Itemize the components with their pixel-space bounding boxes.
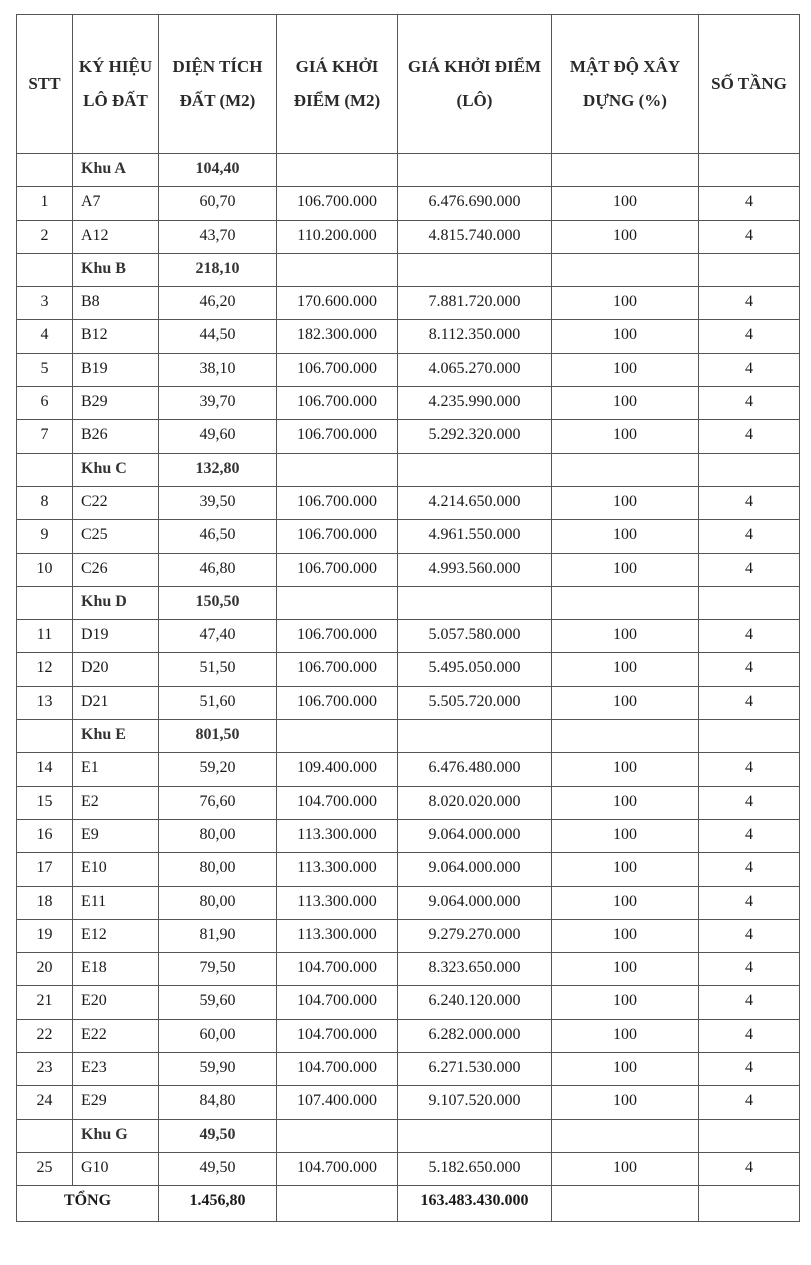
cell-code: G10: [73, 1152, 159, 1185]
header-gia-m2: GIÁ KHỞI ĐIỂM (M2): [277, 15, 398, 154]
cell-area: 80,00: [159, 886, 277, 919]
cell-floors: 4: [699, 553, 800, 586]
cell-price-m2: 110.200.000: [277, 220, 398, 253]
cell-area: 46,50: [159, 520, 277, 553]
cell-area: 76,60: [159, 786, 277, 819]
group-empty: [699, 453, 800, 486]
cell-area: 80,00: [159, 853, 277, 886]
cell-floors: 4: [699, 420, 800, 453]
header-so-tang: SỐ TẦNG: [699, 15, 800, 154]
group-name: Khu D: [73, 586, 159, 619]
cell-price-m2: 106.700.000: [277, 420, 398, 453]
group-stt-empty: [17, 453, 73, 486]
cell-price-m2: 106.700.000: [277, 486, 398, 519]
header-ky-hieu: KÝ HIỆU LÔ ĐẤT: [73, 15, 159, 154]
cell-area: 59,60: [159, 986, 277, 1019]
group-empty: [398, 453, 552, 486]
cell-floors: 4: [699, 287, 800, 320]
cell-price-lot: 4.235.990.000: [398, 387, 552, 420]
cell-code: A7: [73, 187, 159, 220]
cell-stt: 1: [17, 187, 73, 220]
cell-stt: 7: [17, 420, 73, 453]
cell-density: 100: [552, 686, 699, 719]
cell-price-lot: 5.182.650.000: [398, 1152, 552, 1185]
cell-price-m2: 106.700.000: [277, 520, 398, 553]
cell-stt: 25: [17, 1152, 73, 1185]
cell-stt: 15: [17, 786, 73, 819]
cell-area: 46,20: [159, 287, 277, 320]
cell-stt: 11: [17, 620, 73, 653]
cell-area: 43,70: [159, 220, 277, 253]
cell-floors: 4: [699, 387, 800, 420]
total-area: 1.456,80: [159, 1186, 277, 1222]
cell-stt: 5: [17, 353, 73, 386]
cell-density: 100: [552, 853, 699, 886]
cell-price-m2: 106.700.000: [277, 620, 398, 653]
cell-price-m2: 109.400.000: [277, 753, 398, 786]
cell-area: 59,20: [159, 753, 277, 786]
cell-price-lot: 5.292.320.000: [398, 420, 552, 453]
cell-floors: 4: [699, 1152, 800, 1185]
cell-density: 100: [552, 220, 699, 253]
cell-price-lot: 6.240.120.000: [398, 986, 552, 1019]
cell-code: C22: [73, 486, 159, 519]
cell-code: E29: [73, 1086, 159, 1119]
cell-code: C26: [73, 553, 159, 586]
cell-floors: 4: [699, 520, 800, 553]
cell-price-m2: 104.700.000: [277, 1053, 398, 1086]
cell-price-m2: 106.700.000: [277, 553, 398, 586]
cell-stt: 10: [17, 553, 73, 586]
cell-floors: 4: [699, 686, 800, 719]
cell-floors: 4: [699, 886, 800, 919]
cell-density: 100: [552, 1152, 699, 1185]
cell-price-lot: 6.271.530.000: [398, 1053, 552, 1086]
cell-price-lot: 4.214.650.000: [398, 486, 552, 519]
cell-stt: 14: [17, 753, 73, 786]
cell-area: 59,90: [159, 1053, 277, 1086]
cell-density: 100: [552, 653, 699, 686]
table-row: [17, 1152, 800, 1185]
cell-floors: 4: [699, 819, 800, 852]
group-name: Khu C: [73, 453, 159, 486]
cell-code: E18: [73, 953, 159, 986]
group-empty: [277, 1119, 398, 1152]
table-body: [17, 154, 800, 1186]
cell-code: B12: [73, 320, 159, 353]
cell-area: 79,50: [159, 953, 277, 986]
total-price-lot: 163.483.430.000: [398, 1186, 552, 1222]
cell-stt: 21: [17, 986, 73, 1019]
group-empty: [552, 586, 699, 619]
table-row: [17, 753, 800, 786]
group-empty: [552, 720, 699, 753]
cell-price-m2: 107.400.000: [277, 1086, 398, 1119]
table-row: [17, 220, 800, 253]
table-row: [17, 553, 800, 586]
table-row: [17, 620, 800, 653]
cell-code: B19: [73, 353, 159, 386]
cell-price-m2: 170.600.000: [277, 287, 398, 320]
group-row: [17, 720, 800, 753]
group-area: 104,40: [159, 154, 277, 187]
table-row: [17, 387, 800, 420]
cell-price-lot: 8.323.650.000: [398, 953, 552, 986]
cell-floors: 4: [699, 919, 800, 952]
cell-price-m2: 106.700.000: [277, 353, 398, 386]
cell-stt: 24: [17, 1086, 73, 1119]
cell-area: 49,60: [159, 420, 277, 453]
group-name: Khu G: [73, 1119, 159, 1152]
table-row: [17, 786, 800, 819]
cell-density: 100: [552, 886, 699, 919]
cell-code: E1: [73, 753, 159, 786]
land-lot-table: [16, 14, 800, 1222]
cell-density: 100: [552, 620, 699, 653]
group-area: 218,10: [159, 253, 277, 286]
group-empty: [277, 453, 398, 486]
cell-code: D20: [73, 653, 159, 686]
cell-code: E22: [73, 1019, 159, 1052]
table-row: [17, 953, 800, 986]
cell-price-m2: 104.700.000: [277, 786, 398, 819]
cell-price-lot: 9.107.520.000: [398, 1086, 552, 1119]
header-gia-lo: GIÁ KHỞI ĐIỂM (LÔ): [398, 15, 552, 154]
cell-stt: 19: [17, 919, 73, 952]
cell-price-m2: 106.700.000: [277, 187, 398, 220]
cell-price-m2: 106.700.000: [277, 686, 398, 719]
cell-floors: 4: [699, 1019, 800, 1052]
cell-price-m2: 104.700.000: [277, 1019, 398, 1052]
cell-floors: 4: [699, 1086, 800, 1119]
table-row: [17, 1086, 800, 1119]
cell-price-m2: 113.300.000: [277, 819, 398, 852]
table-row: [17, 686, 800, 719]
table-row: [17, 853, 800, 886]
cell-code: E10: [73, 853, 159, 886]
table-row: [17, 353, 800, 386]
cell-area: 81,90: [159, 919, 277, 952]
cell-density: 100: [552, 1019, 699, 1052]
cell-code: E9: [73, 819, 159, 852]
cell-code: E23: [73, 1053, 159, 1086]
table-row: [17, 420, 800, 453]
group-empty: [398, 586, 552, 619]
group-stt-empty: [17, 720, 73, 753]
cell-area: 39,70: [159, 387, 277, 420]
cell-stt: 4: [17, 320, 73, 353]
group-name: Khu E: [73, 720, 159, 753]
cell-stt: 8: [17, 486, 73, 519]
cell-area: 44,50: [159, 320, 277, 353]
cell-code: E2: [73, 786, 159, 819]
cell-price-m2: 104.700.000: [277, 1152, 398, 1185]
header-mat-do: MẬT ĐỘ XÂY DỰNG (%): [552, 15, 699, 154]
cell-floors: 4: [699, 953, 800, 986]
table-row: [17, 520, 800, 553]
cell-code: C25: [73, 520, 159, 553]
cell-density: 100: [552, 187, 699, 220]
cell-density: 100: [552, 753, 699, 786]
group-stt-empty: [17, 253, 73, 286]
cell-stt: 6: [17, 387, 73, 420]
table-row: [17, 819, 800, 852]
cell-price-lot: 8.112.350.000: [398, 320, 552, 353]
group-empty: [398, 1119, 552, 1152]
cell-code: E11: [73, 886, 159, 919]
table-row: [17, 886, 800, 919]
group-empty: [699, 1119, 800, 1152]
cell-price-m2: 113.300.000: [277, 853, 398, 886]
cell-density: 100: [552, 553, 699, 586]
group-row: [17, 1119, 800, 1152]
cell-stt: 20: [17, 953, 73, 986]
cell-stt: 9: [17, 520, 73, 553]
cell-price-lot: 7.881.720.000: [398, 287, 552, 320]
cell-floors: 4: [699, 753, 800, 786]
cell-price-lot: 5.495.050.000: [398, 653, 552, 686]
cell-price-lot: 4.815.740.000: [398, 220, 552, 253]
cell-code: B29: [73, 387, 159, 420]
cell-density: 100: [552, 420, 699, 453]
cell-code: D21: [73, 686, 159, 719]
table-row: [17, 919, 800, 952]
cell-price-m2: 106.700.000: [277, 653, 398, 686]
group-empty: [398, 720, 552, 753]
cell-density: 100: [552, 387, 699, 420]
cell-stt: 18: [17, 886, 73, 919]
group-empty: [552, 154, 699, 187]
group-stt-empty: [17, 586, 73, 619]
cell-price-lot: 5.057.580.000: [398, 620, 552, 653]
cell-area: 46,80: [159, 553, 277, 586]
group-area: 801,50: [159, 720, 277, 753]
group-empty: [277, 154, 398, 187]
cell-floors: 4: [699, 786, 800, 819]
table-row: [17, 1019, 800, 1052]
cell-code: B26: [73, 420, 159, 453]
cell-floors: 4: [699, 187, 800, 220]
cell-density: 100: [552, 819, 699, 852]
cell-density: 100: [552, 353, 699, 386]
cell-price-m2: 106.700.000: [277, 387, 398, 420]
total-floors-empty: [699, 1186, 800, 1222]
total-price-m2-empty: [277, 1186, 398, 1222]
table-row: [17, 287, 800, 320]
group-name: Khu A: [73, 154, 159, 187]
cell-area: 39,50: [159, 486, 277, 519]
cell-price-lot: 6.476.690.000: [398, 187, 552, 220]
cell-stt: 23: [17, 1053, 73, 1086]
header-dien-tich: DIỆN TÍCH ĐẤT (M2): [159, 15, 277, 154]
group-stt-empty: [17, 154, 73, 187]
group-row: [17, 586, 800, 619]
cell-floors: 4: [699, 353, 800, 386]
group-area: 132,80: [159, 453, 277, 486]
group-row: [17, 253, 800, 286]
group-stt-empty: [17, 1119, 73, 1152]
cell-price-lot: 9.279.270.000: [398, 919, 552, 952]
cell-price-m2: 104.700.000: [277, 953, 398, 986]
cell-density: 100: [552, 953, 699, 986]
group-empty: [398, 253, 552, 286]
cell-floors: 4: [699, 486, 800, 519]
cell-price-lot: 9.064.000.000: [398, 819, 552, 852]
cell-density: 100: [552, 320, 699, 353]
group-row: [17, 154, 800, 187]
group-area: 150,50: [159, 586, 277, 619]
cell-area: 80,00: [159, 819, 277, 852]
table-row: [17, 320, 800, 353]
cell-density: 100: [552, 786, 699, 819]
cell-price-lot: 6.476.480.000: [398, 753, 552, 786]
cell-floors: 4: [699, 853, 800, 886]
cell-code: A12: [73, 220, 159, 253]
cell-floors: 4: [699, 320, 800, 353]
cell-floors: 4: [699, 653, 800, 686]
cell-price-lot: 4.993.560.000: [398, 553, 552, 586]
cell-area: 38,10: [159, 353, 277, 386]
cell-density: 100: [552, 287, 699, 320]
group-empty: [277, 586, 398, 619]
group-empty: [398, 154, 552, 187]
cell-price-lot: 5.505.720.000: [398, 686, 552, 719]
cell-floors: 4: [699, 220, 800, 253]
cell-stt: 22: [17, 1019, 73, 1052]
cell-code: E12: [73, 919, 159, 952]
cell-area: 47,40: [159, 620, 277, 653]
cell-price-lot: 4.065.270.000: [398, 353, 552, 386]
group-empty: [277, 720, 398, 753]
cell-price-lot: 8.020.020.000: [398, 786, 552, 819]
cell-area: 49,50: [159, 1152, 277, 1185]
table-row: [17, 187, 800, 220]
cell-floors: 4: [699, 620, 800, 653]
group-empty: [277, 253, 398, 286]
cell-area: 84,80: [159, 1086, 277, 1119]
cell-density: 100: [552, 1086, 699, 1119]
group-empty: [552, 453, 699, 486]
cell-density: 100: [552, 986, 699, 1019]
group-empty: [699, 720, 800, 753]
cell-price-lot: 9.064.000.000: [398, 853, 552, 886]
cell-density: 100: [552, 520, 699, 553]
cell-area: 51,50: [159, 653, 277, 686]
cell-price-lot: 9.064.000.000: [398, 886, 552, 919]
cell-price-m2: 182.300.000: [277, 320, 398, 353]
cell-code: B8: [73, 287, 159, 320]
cell-area: 51,60: [159, 686, 277, 719]
group-empty: [552, 253, 699, 286]
table-row: [17, 1053, 800, 1086]
group-empty: [699, 154, 800, 187]
cell-floors: 4: [699, 1053, 800, 1086]
group-empty: [699, 253, 800, 286]
table-row: [17, 986, 800, 1019]
cell-density: 100: [552, 486, 699, 519]
cell-stt: 17: [17, 853, 73, 886]
cell-stt: 3: [17, 287, 73, 320]
cell-code: D19: [73, 620, 159, 653]
cell-stt: 12: [17, 653, 73, 686]
total-label: TỔNG: [17, 1186, 159, 1222]
header-row: [17, 15, 800, 154]
group-row: [17, 453, 800, 486]
cell-area: 60,00: [159, 1019, 277, 1052]
cell-density: 100: [552, 919, 699, 952]
total-density-empty: [552, 1186, 699, 1222]
group-empty: [552, 1119, 699, 1152]
cell-code: E20: [73, 986, 159, 1019]
table-row: [17, 653, 800, 686]
group-name: Khu B: [73, 253, 159, 286]
cell-price-lot: 6.282.000.000: [398, 1019, 552, 1052]
cell-price-m2: 113.300.000: [277, 886, 398, 919]
cell-price-m2: 113.300.000: [277, 919, 398, 952]
cell-stt: 2: [17, 220, 73, 253]
cell-area: 60,70: [159, 187, 277, 220]
cell-stt: 13: [17, 686, 73, 719]
group-empty: [699, 586, 800, 619]
cell-floors: 4: [699, 986, 800, 1019]
cell-stt: 16: [17, 819, 73, 852]
table-row: [17, 486, 800, 519]
header-stt: STT: [17, 15, 73, 154]
total-row: [17, 1186, 800, 1222]
cell-density: 100: [552, 1053, 699, 1086]
cell-price-lot: 4.961.550.000: [398, 520, 552, 553]
group-area: 49,50: [159, 1119, 277, 1152]
cell-price-m2: 104.700.000: [277, 986, 398, 1019]
